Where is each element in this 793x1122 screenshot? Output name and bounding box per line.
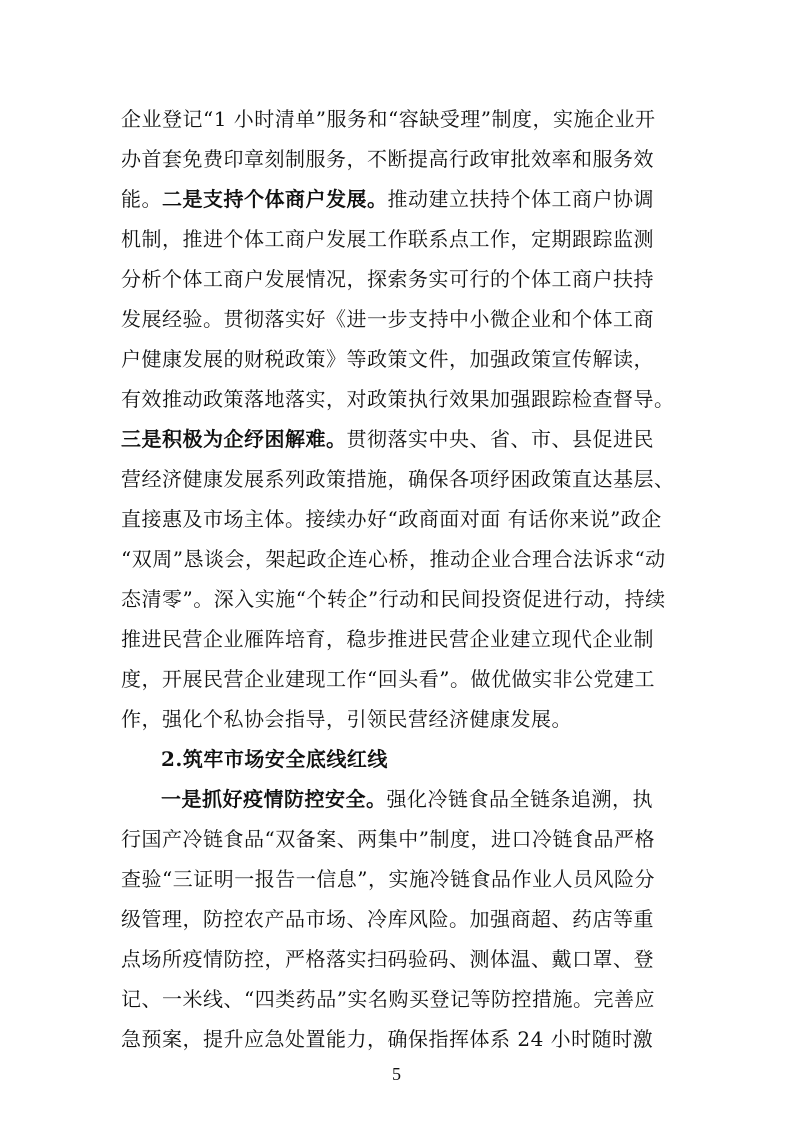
body-line: 记、一米线、“四类药品”实名购买登记等防控措施。完善应 — [121, 987, 655, 1011]
body-line: 有效推动政策落地落实，对政策执行效果加强跟踪检查督导。 — [121, 387, 675, 411]
body-line: 三是积极为企纾困解难。贯彻落实中央、省、市、县促进民 — [121, 427, 654, 451]
body-line: 点场所疫情防控，严格落实扫码验码、测体温、戴口罩、登 — [121, 947, 654, 971]
body-line: 户健康发展的财税政策》等政策文件，加强政策宣传解读， — [121, 347, 654, 371]
body-line: 度，开展民营企业建现工作“回头看”。做优做实非公党建工 — [121, 667, 655, 691]
body-line: 企业登记“1 小时清单”服务和“容缺受理”制度，实施企业开 — [121, 107, 656, 131]
body-line: 分析个体工商户发展情况，探索务实可行的个体工商户扶持 — [121, 267, 654, 291]
emphasis-heading: 二是支持个体商户发展。 — [162, 187, 388, 211]
body-line: 发展经验。贯彻落实好《进一步支持中小微企业和个体工商 — [121, 307, 654, 331]
body-line: 能。二是支持个体商户发展。推动建立扶持个体工商户协调 — [121, 187, 654, 211]
body-line: 查验“三证明一报告一信息”，实施冷链食品作业人员风险分 — [121, 867, 655, 891]
emphasis-heading: 一是抓好疫情防控安全。 — [161, 787, 387, 811]
body-line: 一是抓好疫情防控安全。强化冷链食品全链条追溯，执 — [161, 787, 653, 811]
section-heading: 2.筑牢市场安全底线红线 — [161, 747, 388, 771]
body-line: 机制，推进个体工商户发展工作联系点工作，定期跟踪监测 — [121, 227, 654, 251]
body-line: 办首套免费印章刻制服务，不断提高行政审批效率和服务效 — [121, 147, 654, 171]
page-number: 5 — [392, 1064, 401, 1084]
emphasis-heading: 三是积极为企纾困解难。 — [121, 427, 347, 451]
body-line: 级管理，防控农产品市场、冷库风险。加强商超、药店等重 — [121, 907, 654, 931]
body-line: “双周”恳谈会，架起政企连心桥，推动企业合理合法诉求“动 — [121, 547, 666, 571]
body-line: 直接惠及市场主体。接续办好“政商面对面 有话你来说”政企 — [121, 507, 662, 531]
body-line: 营经济健康发展系列政策措施，确保各项纾困政策直达基层、 — [121, 467, 675, 491]
body-line: 急预案，提升应急处置能力，确保指挥体系 24 小时随时激 — [121, 1027, 654, 1051]
body-line: 作，强化个私协会指导，引领民营经济健康发展。 — [121, 707, 572, 731]
body-line: 行国产冷链食品“双备案、两集中”制度，进口冷链食品严格 — [121, 827, 655, 851]
body-line: 推进民营企业雁阵培育，稳步推进民营企业建立现代企业制 — [121, 627, 654, 651]
body-line: 态清零”。深入实施“个转企”行动和民间投资促进行动，持续 — [121, 587, 666, 611]
